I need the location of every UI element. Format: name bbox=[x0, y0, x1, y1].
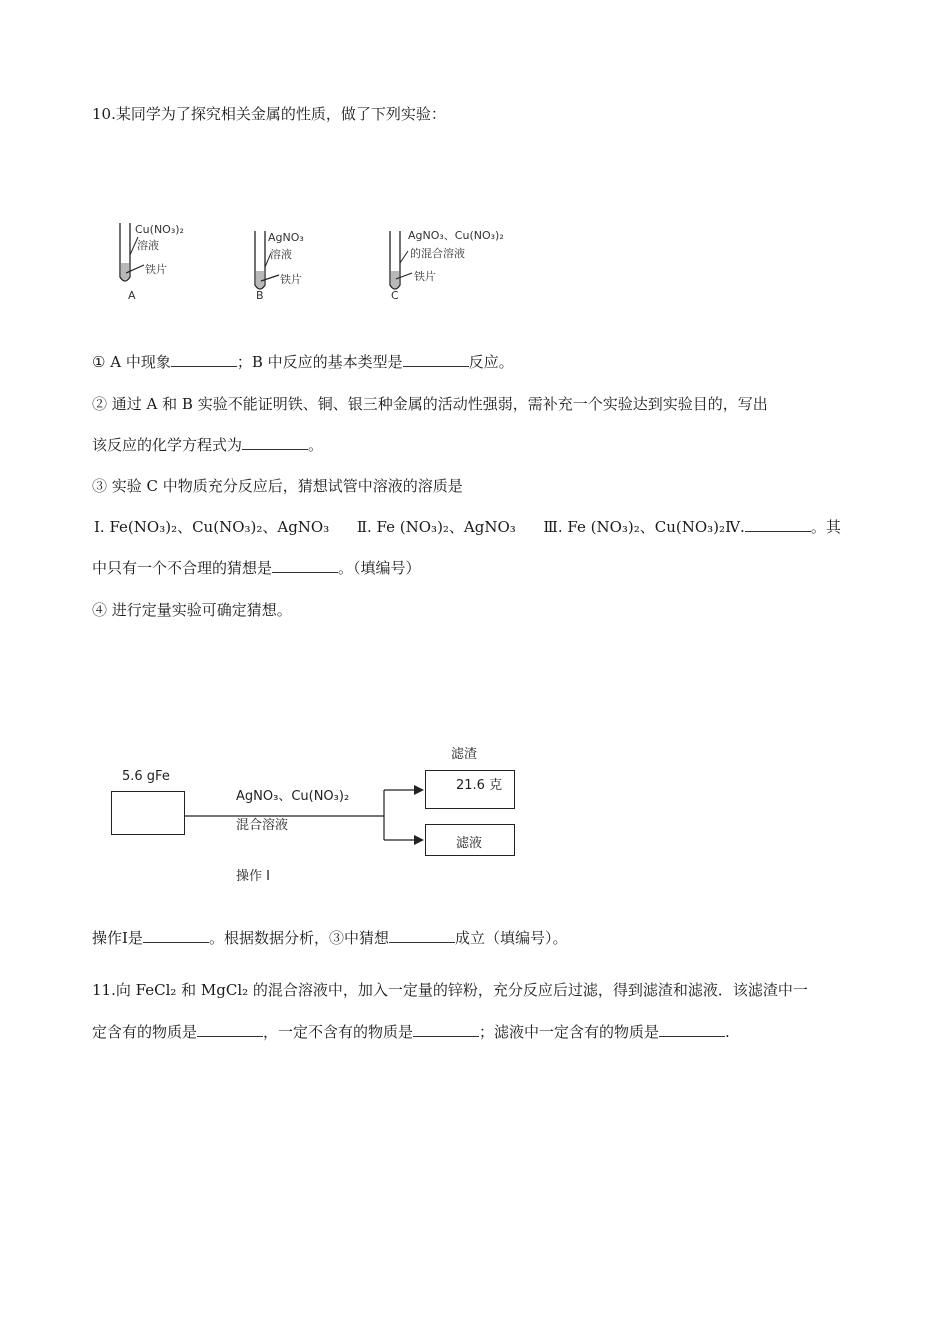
q11-line1: 11.向 FeCl₂ 和 MgCl₂ 的混合溶液中，加入一定量的锌粉，充分反应后过滤，得到滤渣和滤液．该滤渣中一 bbox=[92, 981, 808, 999]
fe-label: 5.6 gFe bbox=[122, 769, 170, 784]
q11-text-b: ，一定不含有的物质是 bbox=[263, 1023, 414, 1041]
guess-2: Ⅱ. Fe (NO₃)₂、AgNO₃ bbox=[356, 518, 516, 536]
q10-item3-line3 bbox=[92, 558, 421, 578]
answer-blank-3[interactable] bbox=[242, 435, 308, 450]
tube-c-letter: C bbox=[391, 289, 399, 302]
answer-blank-2[interactable] bbox=[403, 352, 469, 367]
q11-text-d: . bbox=[725, 1023, 730, 1041]
q10-item1 bbox=[92, 352, 514, 372]
tube-a-solution: Cu(NO₃)₂ bbox=[135, 223, 184, 236]
flow-diagram bbox=[108, 738, 528, 888]
answer-blank-7[interactable] bbox=[389, 928, 455, 943]
answer-blank-6[interactable] bbox=[143, 928, 209, 943]
tube-c-solution2: 的混合溶液 bbox=[410, 247, 465, 260]
answer-blank-5[interactable] bbox=[272, 558, 338, 573]
tube-b-solution2: 溶液 bbox=[270, 248, 292, 261]
item3-text-d: 中只有一个不合理的猜想是 bbox=[92, 559, 273, 577]
guess-3: Ⅲ. Fe (NO₃)₂、Cu(NO₃)₂ bbox=[543, 518, 726, 536]
tube-b-metal: 铁片 bbox=[280, 273, 302, 286]
q10-guesses-line bbox=[94, 517, 841, 537]
answer-blank-8[interactable] bbox=[197, 1022, 263, 1037]
tube-a-solution2: 溶液 bbox=[137, 239, 159, 252]
test-tubes-figure bbox=[110, 215, 530, 310]
answer-blank-1[interactable] bbox=[171, 352, 237, 367]
residue-mass: 21.6 克 bbox=[456, 778, 503, 793]
item5-text-c: 成立（填编号）。 bbox=[454, 929, 568, 947]
guess-4: Ⅳ. bbox=[725, 518, 745, 536]
q11-line2 bbox=[92, 1022, 730, 1042]
tube-c-solution: AgNO₃、Cu(NO₃)₂ bbox=[408, 229, 504, 242]
tube-b-letter: B bbox=[256, 289, 264, 302]
q10-item4: ④ 进行定量实验可确定猜想。 bbox=[92, 601, 292, 619]
tube-a-letter: A bbox=[128, 289, 136, 302]
filtrate-label: 滤液 bbox=[456, 836, 483, 851]
answer-blank-10[interactable] bbox=[659, 1022, 725, 1037]
guess-1: Ⅰ. Fe(NO₃)₂、Cu(NO₃)₂、AgNO₃ bbox=[94, 518, 330, 536]
item2-text-c: 。 bbox=[308, 436, 324, 454]
tube-c-metal: 铁片 bbox=[414, 270, 436, 283]
reagent-label: AgNO₃、Cu(NO₃)₂ bbox=[236, 789, 350, 804]
item1-text-c: 反应。 bbox=[468, 353, 514, 371]
q10-item5 bbox=[92, 928, 567, 948]
reagent-label-2: 混合溶液 bbox=[236, 818, 289, 833]
answer-blank-9[interactable] bbox=[413, 1022, 479, 1037]
item3-text-c: 。其 bbox=[810, 518, 841, 536]
q11-text-a: 定含有的物质是 bbox=[92, 1023, 198, 1041]
item5-text-b: 。根据数据分析，③中猜想 bbox=[208, 929, 389, 947]
tube-b-solution: AgNO₃ bbox=[268, 231, 304, 244]
answer-blank-4[interactable] bbox=[745, 517, 811, 532]
residue-title: 滤渣 bbox=[451, 747, 478, 762]
fe-box bbox=[111, 791, 185, 835]
q10-item3-line1: ③ 实验 C 中物质充分反应后，猜想试管中溶液的溶质是 bbox=[92, 477, 463, 495]
item2-text-b: 该反应的化学方程式为 bbox=[92, 436, 243, 454]
item5-text-a: 操作Ⅰ是 bbox=[92, 929, 143, 947]
item1-text-b: ；B 中反应的基本类型是 bbox=[236, 353, 403, 371]
q11-text-c: ；滤液中一定含有的物质是 bbox=[479, 1023, 660, 1041]
item3-text-e: 。（填编号） bbox=[338, 559, 421, 577]
q10-intro: 10.某同学为了探究相关金属的性质，做了下列实验： bbox=[92, 105, 446, 123]
item1-text-a: ① A 中现象 bbox=[92, 353, 171, 371]
q10-item2-line2 bbox=[92, 435, 323, 455]
operation-label: 操作 I bbox=[236, 869, 270, 884]
tube-a-metal: 铁片 bbox=[145, 263, 167, 276]
q10-item2-line1: ② 通过 A 和 B 实验不能证明铁、铜、银三种金属的活动性强弱，需补充一个实验达到实验目的，写出 bbox=[92, 395, 768, 413]
